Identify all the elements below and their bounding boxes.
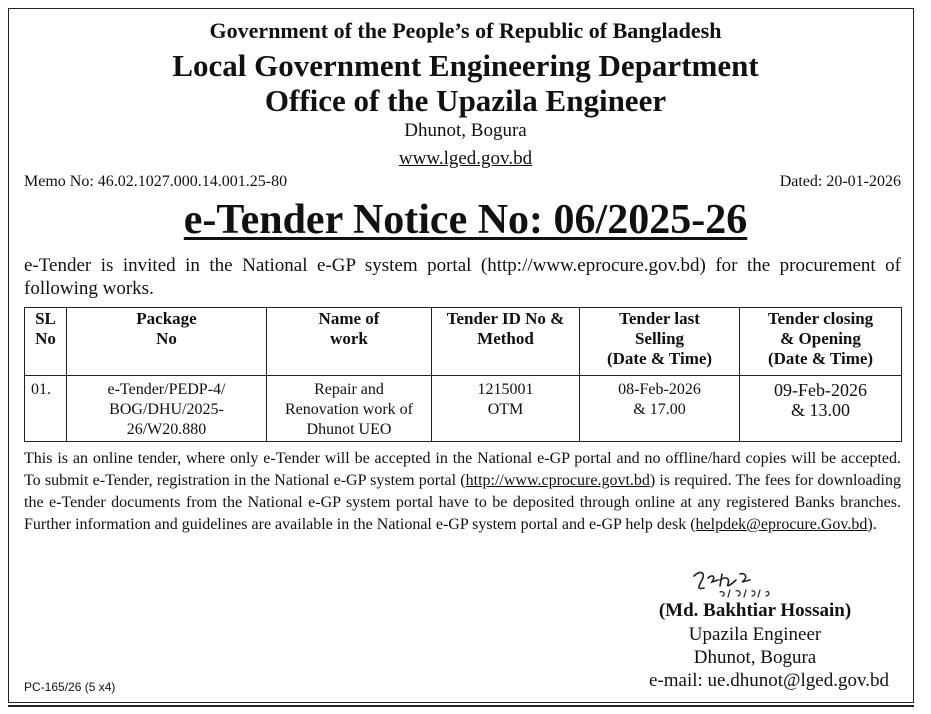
signatory-name: (Md. Bakhtiar Hossain) (658, 600, 852, 621)
header-package: Package No (67, 308, 267, 376)
helpdesk-email-link[interactable]: helpdek@eprocure.Gov.bd (695, 516, 868, 533)
table-row (25, 376, 902, 442)
eprocure-link[interactable]: http://www.cprocure.govt.bd (465, 472, 650, 489)
pc-code: PC-165/26 (5 x4) (24, 680, 116, 694)
office-heading: Office of the Upazila Engineer (264, 83, 667, 118)
handwritten-signature (690, 566, 790, 602)
cell-closing: 09-Feb-2026 & 13.00 (740, 376, 902, 442)
memo-date: Dated: 20-01-2026 (779, 173, 901, 190)
department-heading: Local Government Engineering Department (172, 48, 759, 83)
header-work: Name of work (267, 308, 432, 376)
website-link[interactable]: www.lged.gov.bd (398, 148, 533, 169)
intro-paragraph: e-Tender is invited in the National e-GP system portal (http://www.eprocure.gov.bd) for the procurement of following works. (24, 255, 901, 299)
terms-paragraph: This is an online tender, where only e-Tender will be accepted in the National e-GP portal and no offline/hard copies will be accepted. To submit e-Tender, registration in the National e-GP system portal (http://www.cprocure.govt.bd) is required. The fees for downloading the e-Tender documents from the National e-GP system portal have to be deposited through online at any registered Banks branches. Further information and guidelines are available in the National e-GP system portal and e-GP help desk (helpdek@eprocure.Gov.bd). (24, 450, 901, 533)
header-sl: SL No (25, 308, 67, 376)
header-tender-id: Tender ID No & Method (432, 308, 580, 376)
signatory-email[interactable]: e-mail: ue.dhunot@lged.gov.bd (649, 670, 889, 691)
signatory-designation: Upazila Engineer (688, 624, 822, 645)
bottom-divider (8, 705, 914, 707)
cell-work: Repair and Renovation work of Dhunot UEO (267, 376, 432, 442)
cell-sl: 01. (25, 376, 67, 442)
office-location: Dhunot, Bogura (404, 120, 527, 141)
memo-number: Memo No: 46.02.1027.000.14.001.25-80 (24, 173, 288, 190)
tender-table (24, 307, 902, 442)
signatory-place: Dhunot, Bogura (693, 647, 817, 668)
notice-title: e-Tender Notice No: 06/2025-26 (183, 197, 748, 243)
cell-tender-id: 1215001 OTM (432, 376, 580, 442)
cell-selling: 08-Feb-2026 & 17.00 (580, 376, 740, 442)
header-selling: Tender last Selling (Date & Time) (580, 308, 740, 376)
government-heading: Government of the People’s of Republic of Bangladesh (209, 18, 722, 43)
cell-package: e-Tender/PEDP-4/ BOG/DHU/2025- 26/W20.880 (67, 376, 267, 442)
header-closing: Tender closing & Opening (Date & Time) (740, 308, 902, 376)
table-header-row (25, 308, 902, 376)
